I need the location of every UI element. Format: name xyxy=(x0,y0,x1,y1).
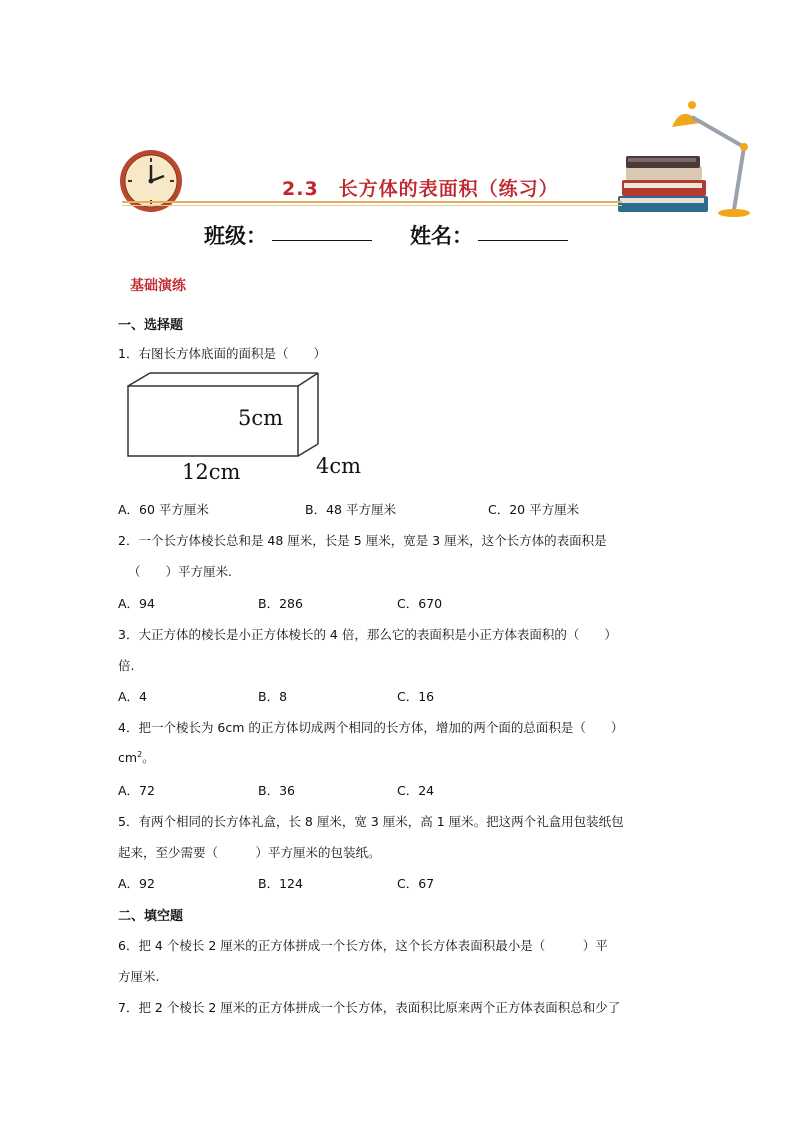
q1-option-c: C．20 平方厘米 xyxy=(488,502,580,517)
title-divider-thin xyxy=(122,205,622,206)
q3-option-b: B．8 xyxy=(258,689,288,704)
q2-option-a: A．94 xyxy=(118,596,155,611)
part1-heading: 一、选择题 xyxy=(118,318,184,333)
figure-height-label: 5cm xyxy=(238,406,284,430)
figure-width-label: 4cm xyxy=(316,454,362,478)
q4-line-end: 。 xyxy=(142,750,155,765)
question-6-line1: 6．把 4 个棱长 2 厘米的正方体拼成一个长方体，这个长方体表面积最小是（ ）平 xyxy=(118,938,608,953)
q4-unit: cm xyxy=(118,750,138,765)
name-label: 姓名： xyxy=(410,223,473,248)
part2-heading: 二、填空题 xyxy=(118,909,184,924)
q3-option-a: A．4 xyxy=(118,689,148,704)
question-2-line2: （ ）平方厘米. xyxy=(128,564,232,579)
title-divider xyxy=(122,201,622,203)
q5-option-b: B．124 xyxy=(258,876,303,891)
q2-option-c: C．670 xyxy=(397,596,443,611)
question-7-line1: 7．把 2 个棱长 2 厘米的正方体拼成一个长方体，表面积比原来两个正方体表面积总和少了 xyxy=(118,1000,621,1015)
q5-option-a: A．92 xyxy=(118,876,155,891)
q4-option-c: C．24 xyxy=(397,783,435,798)
q4-unit-exponent: 2 xyxy=(137,749,143,759)
question-3-line2: 倍. xyxy=(118,658,135,673)
question-1-text: 1．右图长方体底面的面积是（ ） xyxy=(118,346,326,361)
lamp-icon xyxy=(662,95,757,220)
section-title: 基础演练 xyxy=(130,278,186,294)
name-blank xyxy=(478,240,568,241)
q4-option-b: B．36 xyxy=(258,783,295,798)
question-6-line2: 方厘米. xyxy=(118,969,160,984)
class-blank xyxy=(272,240,372,241)
question-2-line1: 2．一个长方体棱长总和是 48 厘米，长是 5 厘米，宽是 3 厘米，这个长方体的表面积是 xyxy=(118,533,607,548)
question-5-line2: 起来，至少需要（ ）平方厘米的包装纸。 xyxy=(118,845,381,860)
q4-option-a: A．72 xyxy=(118,783,155,798)
figure-length-label: 12cm xyxy=(182,460,241,484)
question-4-line1: 4．把一个棱长为 6cm 的正方体切成两个相同的长方体，增加的两个面的总面积是（ ） xyxy=(118,720,624,735)
q1-option-b: B．48 平方厘米 xyxy=(305,502,396,517)
class-label: 班级： xyxy=(204,223,267,248)
q1-option-a: A．60 平方厘米 xyxy=(118,502,209,517)
q5-option-c: C．67 xyxy=(397,876,435,891)
q3-option-c: C．16 xyxy=(397,689,435,704)
question-4-line2 xyxy=(118,748,155,766)
cuboid-figure xyxy=(118,368,368,486)
question-3-line1: 3．大正方体的棱长是小正方体棱长的 4 倍，那么它的表面积是小正方体表面积的（ ） xyxy=(118,627,617,642)
q2-option-b: B．286 xyxy=(258,596,303,611)
page-title: 2.3 长方体的表面积（练习） xyxy=(282,178,559,200)
question-5-line1: 5．有两个相同的长方体礼盒，长 8 厘米，宽 3 厘米，高 1 厘米。把这两个礼盒用包装纸包 xyxy=(118,814,624,829)
